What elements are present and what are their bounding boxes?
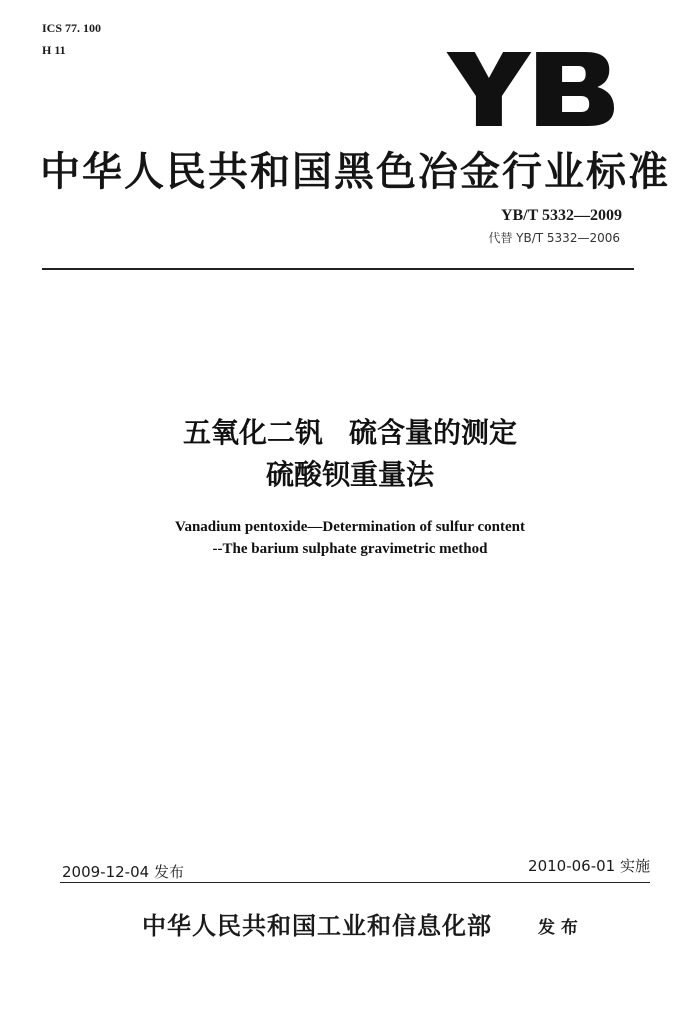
- replaces-standard: 代替 YB/T 5332—2006: [488, 231, 620, 245]
- yb-logo: [446, 52, 614, 128]
- effective-date: 2010-06-01 实施: [528, 857, 650, 875]
- issue-date: 2009-12-04 发布: [62, 863, 184, 881]
- title-en-line1: Vanadium pentoxide—Determination of sulfur content: [174, 519, 526, 535]
- document-title-cn: [0, 414, 700, 494]
- title-cn-line1-a: 五氧化二钒: [182, 416, 323, 449]
- document-title-en: [0, 516, 700, 560]
- header-divider: [42, 268, 634, 270]
- footer-divider: [60, 882, 650, 883]
- standard-category-title: 中华人民共和国黑色冶金行业标准: [40, 149, 670, 195]
- title-cn-line2: 硫酸钡重量法: [265, 458, 434, 491]
- title-cn-line1-b: 硫含量的测定: [349, 416, 518, 449]
- title-en-line2: --The barium sulphate gravimetric method: [212, 541, 488, 557]
- classification-code: H 11: [42, 43, 66, 57]
- yb-logo-mark: [446, 52, 614, 128]
- issuing-label: 发 布: [538, 918, 578, 938]
- standard-number: YB/T 5332—2009: [500, 207, 622, 224]
- issuing-authority: 中华人民共和国工业和信息化部: [142, 912, 492, 940]
- ics-code: ICS 77. 100: [42, 21, 102, 35]
